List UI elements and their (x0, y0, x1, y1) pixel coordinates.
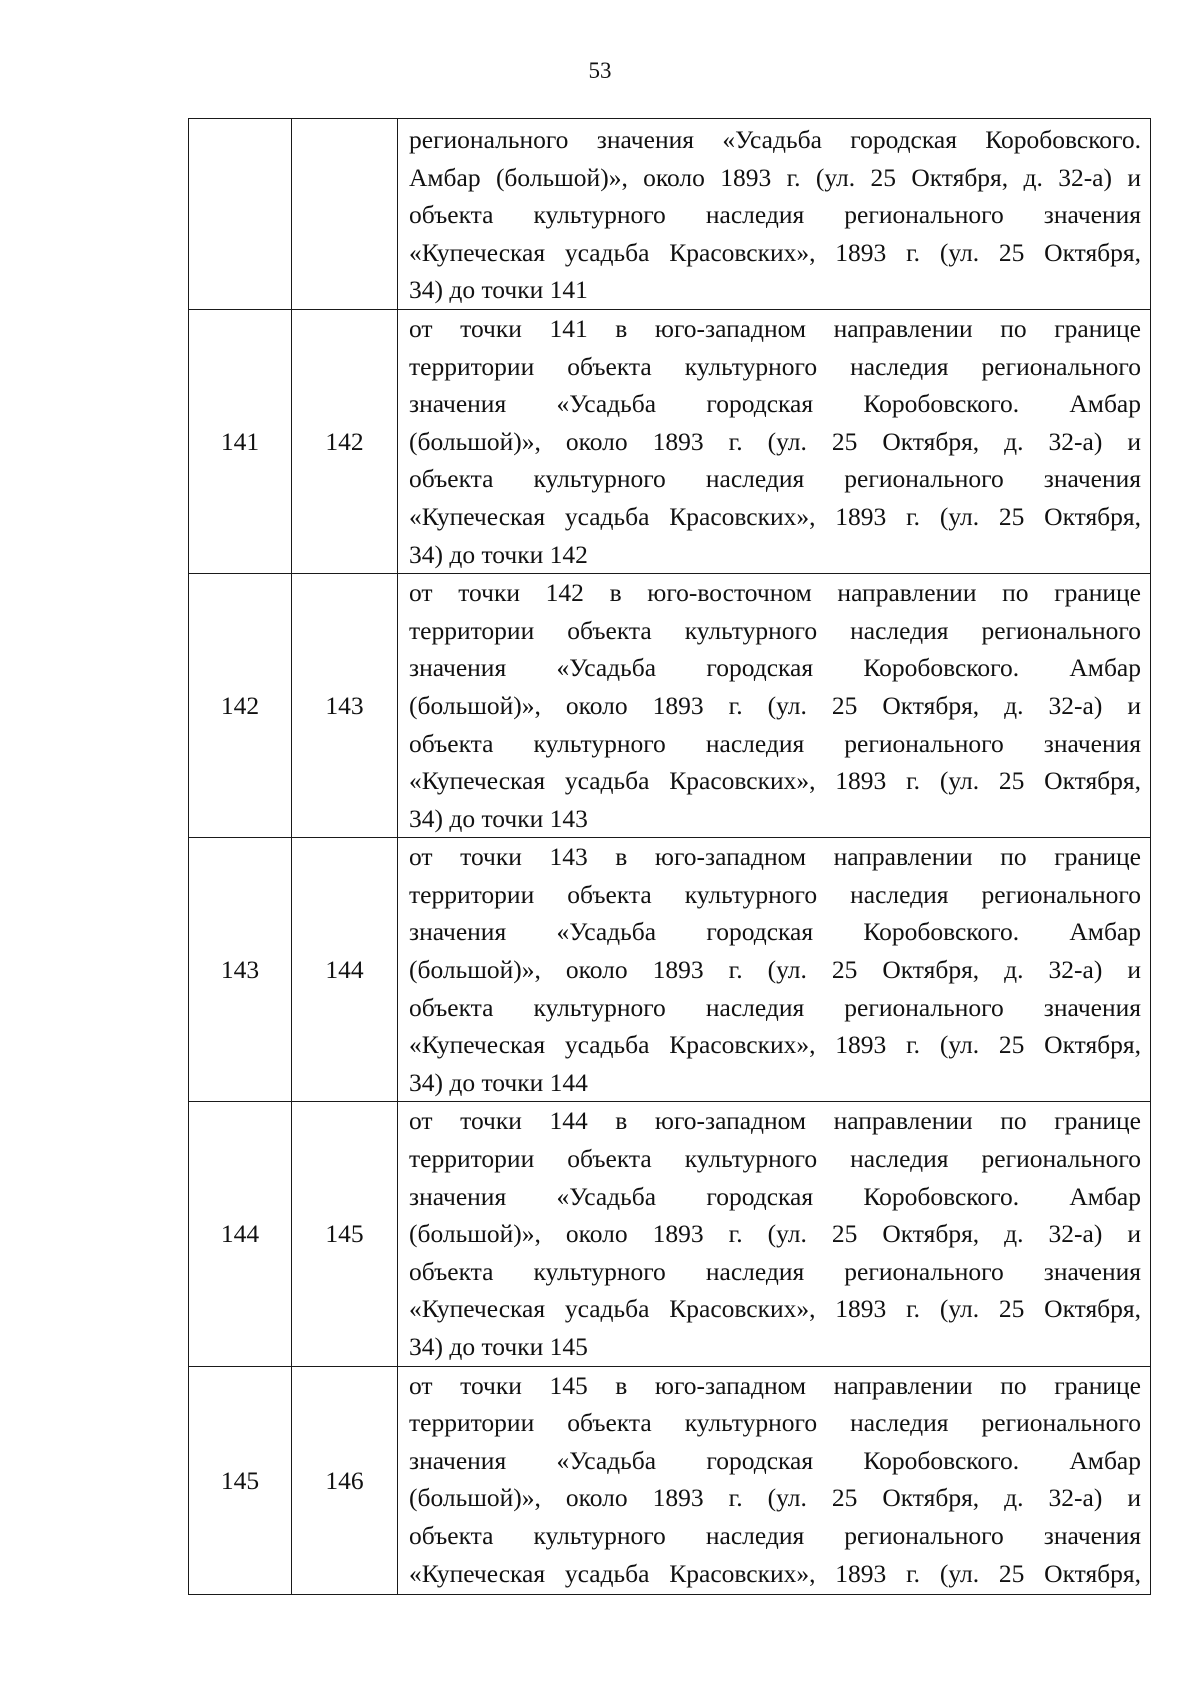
boundary-description-cell (398, 1366, 1151, 1595)
description-line: от точки 142 в юго-восточном направлении по границе (409, 578, 1141, 608)
boundary-description-cell (398, 1102, 1151, 1366)
description-line: 34) до точки 143 (409, 803, 588, 833)
description-line: от точки 143 в юго-западном направлении по границе (409, 842, 1141, 872)
point-from-cell: 142 (189, 574, 292, 838)
description-line: объекта культурного наследия регионального значения (409, 992, 1141, 1022)
point-to-cell: 143 (292, 574, 398, 838)
boundary-table-body (189, 119, 1151, 1595)
table-row-141-142 (189, 309, 1151, 573)
description-line: значения «Усадьба городская Коробовского. Амбар (409, 917, 1141, 947)
point-to-cell (292, 119, 398, 310)
page-number: 53 (588, 58, 612, 83)
description-line: значения «Усадьба городская Коробовского. Амбар (409, 389, 1141, 419)
boundary-description-cell (398, 309, 1151, 573)
description-line: 34) до точки 142 (409, 539, 588, 569)
description-line: объекта культурного наследия регионального значения (409, 464, 1141, 494)
description-line: территории объекта культурного наследия регионального (409, 351, 1141, 381)
description-line: значения «Усадьба городская Коробовского. Амбар (409, 1181, 1141, 1211)
description-line: территории объекта культурного наследия регионального (409, 1408, 1141, 1438)
description-line: от точки 144 в юго-западном направлении по границе (409, 1106, 1141, 1136)
description-line: от точки 145 в юго-западном направлении по границе (409, 1370, 1141, 1400)
description-line: значения «Усадьба городская Коробовского. Амбар (409, 1445, 1141, 1475)
description-line: (большой)», около 1893 г. (ул. 25 Октября, д. 32-а) и (409, 1483, 1141, 1513)
description-line: «Купеческая усадьба Красовских», 1893 г. (ул. 25 Октября, (409, 1294, 1141, 1324)
description-line: Амбар (большой)», около 1893 г. (ул. 25 Октября, д. 32-а) и (409, 162, 1141, 192)
description-line: территории объекта культурного наследия регионального (409, 1144, 1141, 1174)
description-line: (большой)», около 1893 г. (ул. 25 Октября, д. 32-а) и (409, 426, 1141, 456)
point-to-cell: 144 (292, 838, 398, 1102)
point-from-cell: 141 (189, 309, 292, 573)
description-line: «Купеческая усадьба Красовских», 1893 г. (ул. 25 Октября, (409, 1558, 1141, 1588)
description-line: «Купеческая усадьба Красовских», 1893 г. (ул. 25 Октября, (409, 237, 1141, 267)
description-line: «Купеческая усадьба Красовских», 1893 г. (ул. 25 Октября, (409, 1030, 1141, 1060)
point-to-cell: 142 (292, 309, 398, 573)
description-line: объекта культурного наследия регионального значения (409, 200, 1141, 230)
description-line: (большой)», около 1893 г. (ул. 25 Октября, д. 32-а) и (409, 690, 1141, 720)
point-from-cell: 144 (189, 1102, 292, 1366)
description-line: объекта культурного наследия регионального значения (409, 1256, 1141, 1286)
description-line: (большой)», около 1893 г. (ул. 25 Октября, д. 32-а) и (409, 1219, 1141, 1249)
point-from-cell (189, 119, 292, 310)
description-line: объекта культурного наследия регионального значения (409, 728, 1141, 758)
description-line: (большой)», около 1893 г. (ул. 25 Октября, д. 32-а) и (409, 955, 1141, 985)
description-line: 34) до точки 141 (409, 275, 588, 305)
boundary-description-cell (398, 838, 1151, 1102)
description-line: от точки 141 в юго-западном направлении по границе (409, 313, 1141, 343)
description-line: объекта культурного наследия регионального значения (409, 1520, 1141, 1550)
table-row-142-143 (189, 574, 1151, 838)
description-line: территории объекта культурного наследия регионального (409, 879, 1141, 909)
description-line: «Купеческая усадьба Красовских», 1893 г. (ул. 25 Октября, (409, 501, 1141, 531)
description-line: территории объекта культурного наследия регионального (409, 615, 1141, 645)
boundary-description-cell (398, 574, 1151, 838)
table-row-145-146 (189, 1366, 1151, 1595)
table-row-143-144 (189, 838, 1151, 1102)
point-from-cell: 143 (189, 838, 292, 1102)
point-to-cell: 145 (292, 1102, 398, 1366)
point-to-cell: 146 (292, 1366, 398, 1595)
description-line: 34) до точки 145 (409, 1332, 588, 1361)
table-row-continuation (189, 119, 1151, 310)
description-line: регионального значения «Усадьба городская Коробовского. (409, 125, 1141, 154)
table-row-144-145 (189, 1102, 1151, 1366)
boundary-table (188, 118, 1151, 1595)
point-from-cell: 145 (189, 1366, 292, 1595)
description-line: «Купеческая усадьба Красовских», 1893 г. (ул. 25 Октября, (409, 766, 1141, 796)
boundary-description-cell (398, 119, 1151, 310)
description-line: 34) до точки 144 (409, 1067, 588, 1097)
description-line: значения «Усадьба городская Коробовского. Амбар (409, 653, 1141, 683)
